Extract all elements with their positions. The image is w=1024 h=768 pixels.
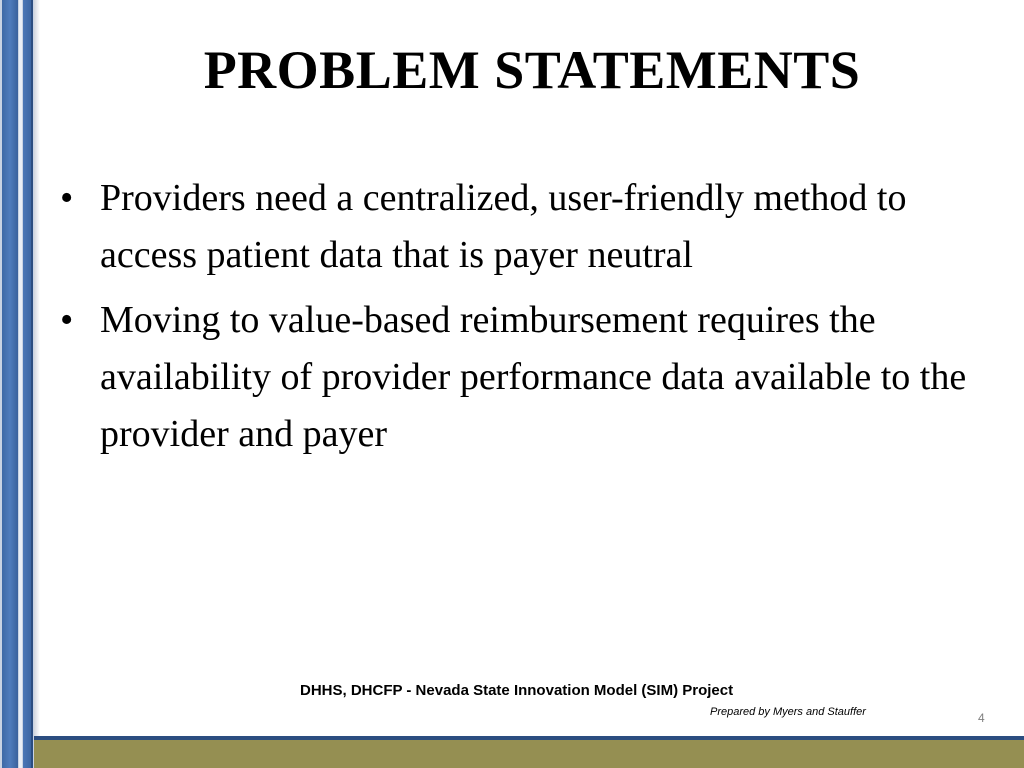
bullet-dot-icon: •: [60, 177, 74, 219]
left-stripe-wide: [2, 0, 18, 768]
bullet-dot-icon: •: [60, 299, 74, 341]
bottom-footer-bar: [34, 740, 1024, 768]
bullet-item: [60, 170, 980, 284]
footer-project-name: DHHS, DHCFP - Nevada State Innovation Model (SIM) Project: [300, 682, 734, 699]
bullet-list: [60, 170, 980, 471]
left-border-shadow: [34, 0, 40, 768]
left-stripe-narrow: [23, 0, 31, 768]
footer-prepared-by: Prepared by Myers and Stauffer: [710, 706, 866, 718]
left-stripe-gap: [19, 0, 22, 768]
slide-title: PROBLEM STATEMENTS: [203, 40, 861, 100]
bullet-item: [60, 292, 980, 463]
page-number: 4: [978, 711, 985, 725]
bullet-text: Providers need a centralized, user-friendly method to access patient data that is payer neutral: [100, 177, 907, 276]
left-stripe-edge: [31, 0, 33, 768]
bullet-text: Moving to value-based reimbursement requires the availability of provider performance data available to the provider and payer: [100, 299, 967, 455]
